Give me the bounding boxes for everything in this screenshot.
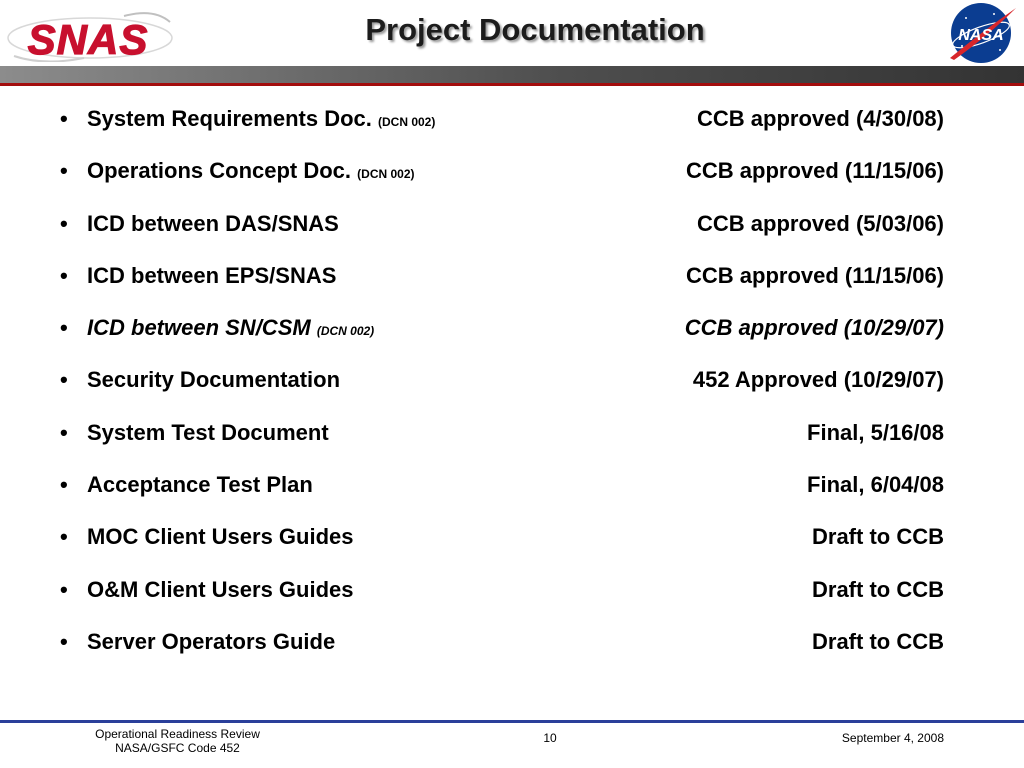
document-name [87, 577, 354, 603]
document-status: 452 Approved (10/29/07) [692, 367, 944, 393]
page-number: 10 [543, 731, 557, 745]
document-title: System Requirements Doc. [87, 106, 372, 131]
document-status: CCB approved (11/15/06) [686, 262, 944, 288]
document-item [0, 460, 1024, 512]
bullet-icon: • [60, 158, 68, 184]
document-name [87, 524, 354, 550]
bullet-icon: • [60, 524, 68, 550]
document-title: ICD between DAS/SNAS [87, 210, 339, 236]
footer-event-name: Operational Readiness Review [95, 727, 260, 741]
document-status: Final, 5/16/08 [807, 419, 944, 445]
bullet-icon: • [60, 210, 68, 236]
bullet-icon: • [60, 315, 68, 341]
document-name [87, 472, 313, 498]
document-item [0, 512, 1024, 564]
bullet-icon: • [60, 367, 68, 393]
document-status: CCB approved (5/03/06) [697, 210, 944, 236]
document-status: Final, 6/04/08 [807, 472, 944, 498]
document-status: Draft to CCB [812, 628, 944, 654]
document-item [0, 251, 1024, 303]
document-title: O&M Client Users Guides [87, 576, 354, 602]
document-item [0, 94, 1024, 146]
footer-divider [0, 720, 1024, 723]
document-title: System Test Document [87, 419, 329, 445]
document-title: ICD between EPS/SNAS [87, 262, 337, 288]
bullet-icon: • [60, 472, 68, 498]
document-dcn: (DCN 002) [357, 167, 415, 182]
document-status: Draft to CCB [812, 524, 944, 550]
document-item [0, 146, 1024, 198]
bullet-icon: • [60, 106, 68, 131]
document-item [0, 199, 1024, 251]
document-name [87, 367, 340, 393]
bullet-icon: • [60, 576, 68, 602]
document-list [0, 94, 1024, 669]
document-item [0, 408, 1024, 460]
slide-title: Project Documentation [365, 12, 705, 47]
bullet-icon: • [60, 628, 68, 654]
footer-organization: NASA/GSFC Code 452 [115, 741, 240, 755]
document-title: Security Documentation [87, 367, 341, 393]
document-dcn: (DCN 002) [378, 115, 436, 129]
footer-date: September 4, 2008 [841, 731, 944, 745]
bullet-icon: • [60, 419, 68, 445]
document-title: ICD between SN/CSM [87, 315, 311, 341]
title-bar [0, 66, 1024, 83]
document-name [87, 106, 435, 132]
document-item [0, 303, 1024, 355]
document-title: Acceptance Test Plan [87, 472, 313, 498]
document-name [87, 263, 336, 289]
footer-event [60, 727, 295, 755]
document-item [0, 565, 1024, 617]
document-title: Operations Concept Doc. [87, 158, 352, 184]
document-name [87, 315, 374, 341]
document-item [0, 355, 1024, 407]
document-item [0, 617, 1024, 669]
nasa-meatball-logo [944, 0, 1018, 66]
document-name [87, 158, 415, 184]
document-status: CCB approved (11/15/06) [686, 158, 944, 184]
bullet-icon: • [60, 262, 68, 288]
document-name [87, 629, 335, 655]
document-name [87, 420, 329, 446]
document-name [87, 211, 339, 237]
nasa-logo-text: NASA [958, 27, 1004, 44]
document-title: MOC Client Users Guides [87, 524, 354, 550]
document-dcn: (DCN 002) [316, 324, 375, 339]
slide-header [0, 0, 1024, 66]
snas-logo-text: SNAS [27, 16, 149, 62]
title-bar-accent-line [0, 83, 1024, 86]
document-status: CCB approved (4/30/08) [697, 106, 944, 131]
document-title: Server Operators Guide [87, 628, 336, 654]
document-status: CCB approved (10/29/07) [684, 315, 944, 341]
document-status: Draft to CCB [812, 576, 944, 602]
